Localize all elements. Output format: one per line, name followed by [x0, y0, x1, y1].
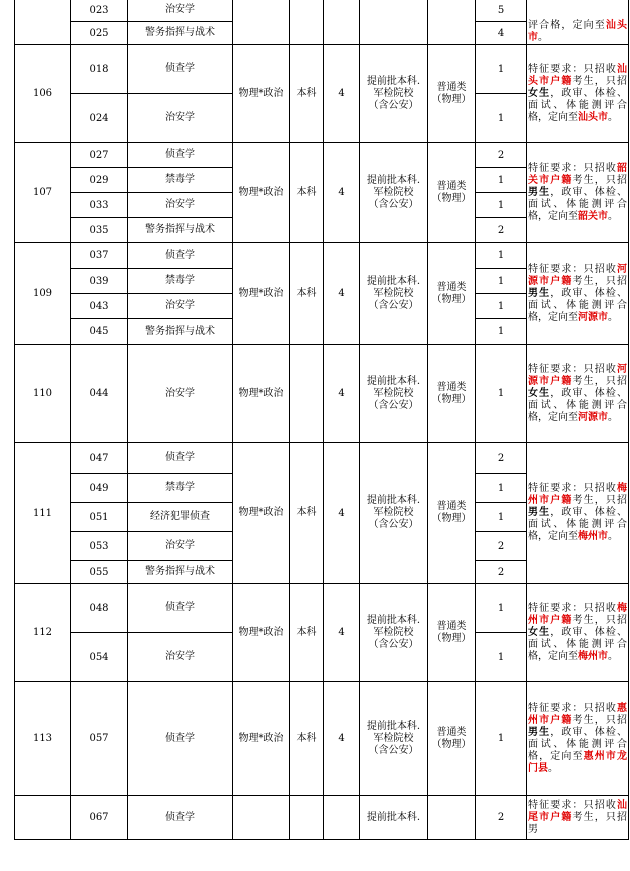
exam-category-cell[interactable] [428, 45, 476, 143]
admission-batch-line: 提前批本科. [366, 614, 421, 626]
admission-batch-line: （含公安） [368, 198, 419, 210]
requirement-text: 特征要求：只招收 [528, 602, 617, 614]
degree-level-cell[interactable] [290, 796, 324, 840]
table-row [15, 345, 629, 443]
plan-count-cell[interactable]: 1 [476, 294, 527, 319]
plan-count-cell[interactable]: 1 [476, 45, 527, 94]
requirement-highlight: 河源市 [578, 311, 608, 323]
requirement-highlight: 汕头市 [578, 111, 608, 123]
table-row [15, 682, 629, 796]
major-name-cell[interactable]: 警务指挥与战术 [128, 319, 233, 345]
exam-category-cell[interactable] [428, 345, 476, 443]
subject-requirement-cell[interactable]: 物理*政治 [233, 584, 290, 682]
admission-batch-line: 军检院校 [373, 732, 414, 744]
subject-requirement-cell[interactable]: 物理*政治 [233, 143, 290, 243]
admission-batch-line: 提前批本科. [366, 75, 421, 87]
requirement-highlight: 韶关市户籍 [528, 162, 627, 186]
major-name-cell[interactable]: 治安学 [128, 633, 233, 682]
requirement-text: 特征要求：只招收 [528, 702, 617, 714]
exam-category-line: 普通类 [436, 81, 467, 93]
major-code-cell[interactable]: 018 [71, 45, 128, 94]
study-years-cell[interactable] [324, 796, 360, 840]
requirement-highlight: 梅州市 [578, 650, 608, 662]
subject-requirement-cell[interactable] [233, 0, 290, 45]
major-code-cell[interactable]: 049 [71, 474, 128, 503]
requirement-text: 。 [538, 32, 548, 43]
exam-category-line: （物理） [431, 513, 472, 524]
requirement-text: 特征要求：只招收 [528, 263, 617, 275]
requirement-text: ，政审、体检、面试、体能测评合格，定向至 [528, 186, 627, 222]
degree-level-cell[interactable]: 本科 [290, 243, 324, 345]
admission-batch-line: （含公安） [368, 99, 419, 111]
group-id-cell[interactable] [15, 0, 71, 45]
major-name-cell[interactable]: 侦查学 [128, 796, 233, 840]
subject-requirement-cell[interactable]: 物理*政治 [233, 345, 290, 443]
major-name-cell[interactable]: 侦查学 [128, 243, 233, 269]
admission-batch-cell[interactable] [360, 796, 428, 840]
requirement-gender: 男生 [528, 507, 551, 518]
admission-batch-line: 军检院校 [373, 87, 414, 99]
exam-category-cell[interactable] [428, 143, 476, 243]
requirement-text: 特征要求：只招收 [528, 63, 617, 75]
exam-category-cell[interactable] [428, 243, 476, 345]
subject-requirement-cell[interactable]: 物理*政治 [233, 243, 290, 345]
requirement-highlight: 河源市户籍 [528, 263, 627, 287]
exam-category-line: 普通类 [436, 726, 467, 738]
requirement-text: 考生，只招 [572, 614, 627, 626]
admission-batch-line: 军检院校 [373, 387, 414, 399]
plan-count-cell[interactable]: 2 [476, 218, 527, 243]
admission-batch-line: （含公安） [368, 399, 419, 411]
major-name-cell[interactable]: 禁毒学 [128, 269, 233, 294]
requirement-text: ，政审、体检、面试、体能测评合格，定向至 [528, 726, 627, 762]
admission-batch-line: 提前批本科. [366, 720, 421, 732]
major-name-cell[interactable]: 警务指挥与战术 [128, 218, 233, 243]
plan-count-cell[interactable]: 1 [476, 94, 527, 143]
major-name-cell[interactable]: 治安学 [128, 532, 233, 561]
requirement-gender: 女生 [528, 387, 551, 399]
degree-level-cell[interactable]: 本科 [290, 45, 324, 143]
requirement-text: 考生，只招男 [528, 811, 627, 835]
admission-batch-line: 提前批本科. [366, 275, 421, 287]
degree-level-cell[interactable]: 本科 [290, 584, 324, 682]
exam-category-line: 普通类 [436, 281, 467, 293]
requirement-text: 评合格，定向至 [528, 20, 606, 31]
admission-batch-line: 军检院校 [373, 507, 414, 518]
study-years-cell[interactable]: 4 [324, 243, 360, 345]
requirement-text: 特征要求：只招收 [528, 483, 617, 494]
exam-category-line: （物理） [431, 93, 472, 105]
admission-batch-line: （含公安） [368, 638, 419, 650]
study-years-cell[interactable]: 4 [324, 45, 360, 143]
major-code-cell[interactable]: 047 [71, 443, 128, 474]
admission-batch-line: 提前批本科. [366, 811, 421, 823]
admission-batch-line: 军检院校 [373, 626, 414, 638]
admission-batch-line: 提前批本科. [366, 174, 421, 186]
requirement-text: 考生，只招 [572, 495, 627, 506]
requirement-text: ，政审、体检、面试、体能测评合格，定向至 [528, 287, 627, 323]
major-code-cell[interactable]: 037 [71, 243, 128, 269]
study-years-cell[interactable]: 4 [324, 143, 360, 243]
major-code-cell[interactable]: 033 [71, 193, 128, 218]
exam-category-cell[interactable] [428, 443, 476, 584]
plan-count-cell[interactable]: 1 [476, 503, 527, 532]
major-code-cell[interactable]: 024 [71, 94, 128, 143]
exam-category-line: （物理） [431, 393, 472, 405]
requirement-highlight: 梅州市 [578, 531, 608, 542]
group-id-cell[interactable] [15, 796, 71, 840]
subject-requirement-cell[interactable]: 物理*政治 [233, 682, 290, 796]
enrollment-plan-sheet [14, 0, 630, 840]
requirement-text: 特征要求：只招收 [528, 799, 617, 811]
admission-batch-cell[interactable] [360, 345, 428, 443]
requirement-gender: 女生 [528, 626, 551, 638]
degree-level-cell[interactable] [290, 345, 324, 443]
admission-batch-cell[interactable] [360, 584, 428, 682]
exam-category-line: （物理） [431, 738, 472, 750]
plan-count-cell[interactable]: 1 [476, 243, 527, 269]
group-id-cell[interactable]: 106 [15, 45, 71, 143]
major-name-cell[interactable]: 禁毒学 [128, 474, 233, 503]
plan-count-cell[interactable]: 1 [476, 319, 527, 345]
study-years-cell[interactable]: 4 [324, 682, 360, 796]
major-name-cell[interactable]: 治安学 [128, 0, 233, 22]
admission-batch-line: 军检院校 [373, 186, 414, 198]
exam-category-line: 普通类 [436, 180, 467, 192]
table-body [15, 0, 629, 840]
requirement-text: ，政审、体检、面试、体能测评合格，定向至 [528, 387, 627, 423]
subject-requirement-cell[interactable]: 物理*政治 [233, 443, 290, 584]
requirement-highlight: 河源市 [578, 411, 608, 423]
plan-count-cell[interactable]: 1 [476, 474, 527, 503]
table-row [15, 243, 629, 269]
plan-count-cell[interactable]: 1 [476, 584, 527, 633]
requirement-text: 。 [608, 111, 618, 123]
plan-count-cell[interactable]: 1 [476, 633, 527, 682]
special-requirement-cell[interactable] [527, 45, 629, 143]
study-years-cell[interactable]: 4 [324, 443, 360, 584]
exam-category-cell[interactable] [428, 682, 476, 796]
major-name-cell[interactable]: 警务指挥与战术 [128, 561, 233, 584]
exam-category-line: 普通类 [436, 620, 467, 632]
requirement-highlight: 惠州市龙门县 [528, 750, 627, 774]
admission-batch-line: （含公安） [368, 299, 419, 311]
plan-count-cell[interactable]: 1 [476, 269, 527, 294]
degree-level-cell[interactable]: 本科 [290, 443, 324, 584]
major-name-cell[interactable]: 治安学 [128, 94, 233, 143]
admission-batch-line: 军检院校 [373, 287, 414, 299]
requirement-text: 特征要求：只招收 [528, 363, 617, 375]
requirement-highlight: 汕头市户籍 [528, 63, 627, 87]
special-requirement-cell[interactable] [527, 345, 629, 443]
subject-requirement-cell[interactable] [233, 796, 290, 840]
requirement-text: 。 [608, 531, 618, 542]
requirement-highlight: 梅州市户籍 [528, 483, 627, 506]
admission-batch-cell[interactable] [360, 143, 428, 243]
table-row [15, 0, 629, 22]
admission-batch-cell[interactable] [360, 0, 428, 45]
special-requirement-cell[interactable] [527, 243, 629, 345]
special-requirement-cell[interactable] [527, 0, 629, 45]
enrollment-plan-table [14, 0, 629, 840]
admission-batch-cell[interactable] [360, 682, 428, 796]
exam-category-cell[interactable] [428, 796, 476, 840]
requirement-highlight: 惠州市户籍 [528, 702, 627, 726]
requirement-text: 。 [608, 411, 618, 423]
major-code-cell[interactable]: 043 [71, 294, 128, 319]
exam-category-line: （物理） [431, 192, 472, 204]
table-row [15, 45, 629, 94]
major-name-cell[interactable]: 侦查学 [128, 682, 233, 796]
requirement-highlight: 河源市户籍 [528, 363, 627, 387]
group-id-cell[interactable]: 107 [15, 143, 71, 243]
exam-category-cell[interactable] [428, 0, 476, 45]
requirement-text: 考生，只招 [572, 714, 627, 726]
exam-category-line: 普通类 [436, 501, 467, 512]
requirement-gender: 男生 [528, 726, 551, 738]
group-id-cell[interactable]: 109 [15, 243, 71, 345]
requirement-highlight: 汕尾市户籍 [528, 799, 627, 823]
exam-category-line: （物理） [431, 632, 472, 644]
major-name-cell[interactable]: 侦查学 [128, 443, 233, 474]
major-name-cell[interactable]: 治安学 [128, 294, 233, 319]
exam-category-cell[interactable] [428, 584, 476, 682]
requirement-text: ，政审、体检、面试、体能测评合格，定向至 [528, 507, 627, 542]
major-name-cell[interactable]: 侦查学 [128, 45, 233, 94]
major-code-cell[interactable]: 027 [71, 143, 128, 168]
major-code-cell[interactable]: 044 [71, 345, 128, 443]
major-code-cell[interactable]: 035 [71, 218, 128, 243]
major-code-cell[interactable]: 051 [71, 503, 128, 532]
major-code-cell[interactable]: 025 [71, 22, 128, 45]
group-id-cell[interactable]: 113 [15, 682, 71, 796]
admission-batch-cell[interactable] [360, 443, 428, 584]
major-name-cell[interactable]: 侦查学 [128, 584, 233, 633]
admission-batch-cell[interactable] [360, 45, 428, 143]
subject-requirement-cell[interactable]: 物理*政治 [233, 45, 290, 143]
requirement-text: 。 [608, 650, 618, 662]
requirement-highlight: 韶关市 [578, 210, 608, 222]
major-name-cell[interactable]: 治安学 [128, 345, 233, 443]
study-years-cell[interactable]: 4 [324, 345, 360, 443]
special-requirement-cell[interactable] [527, 796, 629, 840]
plan-count-cell[interactable]: 2 [476, 561, 527, 584]
degree-level-cell[interactable]: 本科 [290, 682, 324, 796]
major-code-cell[interactable]: 045 [71, 319, 128, 345]
requirement-text: 。 [548, 762, 558, 774]
major-name-cell[interactable]: 侦查学 [128, 143, 233, 168]
requirement-text: ，政审、体检、面试、体能测评合格，定向至 [528, 626, 627, 662]
special-requirement-cell[interactable] [527, 584, 629, 682]
degree-level-cell[interactable]: 本科 [290, 143, 324, 243]
table-row [15, 143, 629, 168]
plan-count-cell[interactable]: 2 [476, 796, 527, 840]
major-code-cell[interactable]: 055 [71, 561, 128, 584]
degree-level-cell[interactable] [290, 0, 324, 45]
requirement-gender: 男生 [528, 287, 551, 299]
major-name-cell[interactable]: 警务指挥与战术 [128, 22, 233, 45]
special-requirement-cell[interactable] [527, 143, 629, 243]
requirement-text: 考生，只招 [572, 375, 627, 387]
admission-batch-line: （含公安） [368, 744, 419, 756]
plan-count-cell[interactable]: 4 [476, 22, 527, 45]
admission-batch-line: 提前批本科. [366, 375, 421, 387]
requirement-text: 考生，只招 [572, 174, 627, 186]
requirement-text: 考生，只招 [572, 75, 627, 87]
requirement-gender: 男生 [528, 186, 551, 198]
requirement-text: 。 [608, 311, 618, 323]
major-code-cell[interactable]: 053 [71, 532, 128, 561]
group-id-cell[interactable]: 111 [15, 443, 71, 584]
group-id-cell[interactable]: 110 [15, 345, 71, 443]
study-years-cell[interactable] [324, 0, 360, 45]
exam-category-line: 普通类 [436, 381, 467, 393]
major-code-cell[interactable]: 048 [71, 584, 128, 633]
requirement-highlight: 汕头市 [528, 20, 627, 43]
exam-category-line: （物理） [431, 293, 472, 305]
table-row [15, 443, 629, 474]
special-requirement-cell[interactable] [527, 443, 629, 584]
plan-count-cell[interactable]: 2 [476, 532, 527, 561]
study-years-cell[interactable]: 4 [324, 584, 360, 682]
requirement-gender: 女生 [528, 87, 551, 99]
plan-count-cell[interactable]: 1 [476, 682, 527, 796]
plan-count-cell[interactable]: 5 [476, 0, 527, 22]
table-row [15, 796, 629, 840]
special-requirement-cell[interactable] [527, 682, 629, 796]
table-row [15, 584, 629, 633]
major-code-cell[interactable]: 067 [71, 796, 128, 840]
major-name-cell[interactable]: 治安学 [128, 193, 233, 218]
admission-batch-line: 提前批本科. [366, 495, 421, 506]
admission-batch-cell[interactable] [360, 243, 428, 345]
major-name-cell[interactable]: 经济犯罪侦查 [128, 503, 233, 532]
major-name-cell[interactable]: 禁毒学 [128, 168, 233, 193]
requirement-text: 。 [608, 210, 618, 222]
group-id-cell[interactable]: 112 [15, 584, 71, 682]
plan-count-cell[interactable]: 1 [476, 193, 527, 218]
requirement-text: ，政审、体检、面试、体能测评合格，定向至 [528, 87, 627, 123]
major-code-cell[interactable]: 029 [71, 168, 128, 193]
plan-count-cell[interactable]: 2 [476, 143, 527, 168]
admission-batch-line: （含公安） [368, 519, 419, 530]
plan-count-cell[interactable]: 1 [476, 168, 527, 193]
major-code-cell[interactable]: 039 [71, 269, 128, 294]
major-code-cell[interactable]: 054 [71, 633, 128, 682]
major-code-cell[interactable]: 023 [71, 0, 128, 22]
requirement-highlight: 梅州市户籍 [528, 602, 627, 626]
plan-count-cell[interactable]: 1 [476, 345, 527, 443]
major-code-cell[interactable]: 057 [71, 682, 128, 796]
plan-count-cell[interactable]: 2 [476, 443, 527, 474]
requirement-text: 特征要求：只招收 [528, 162, 617, 174]
requirement-text: 考生，只招 [572, 275, 627, 287]
